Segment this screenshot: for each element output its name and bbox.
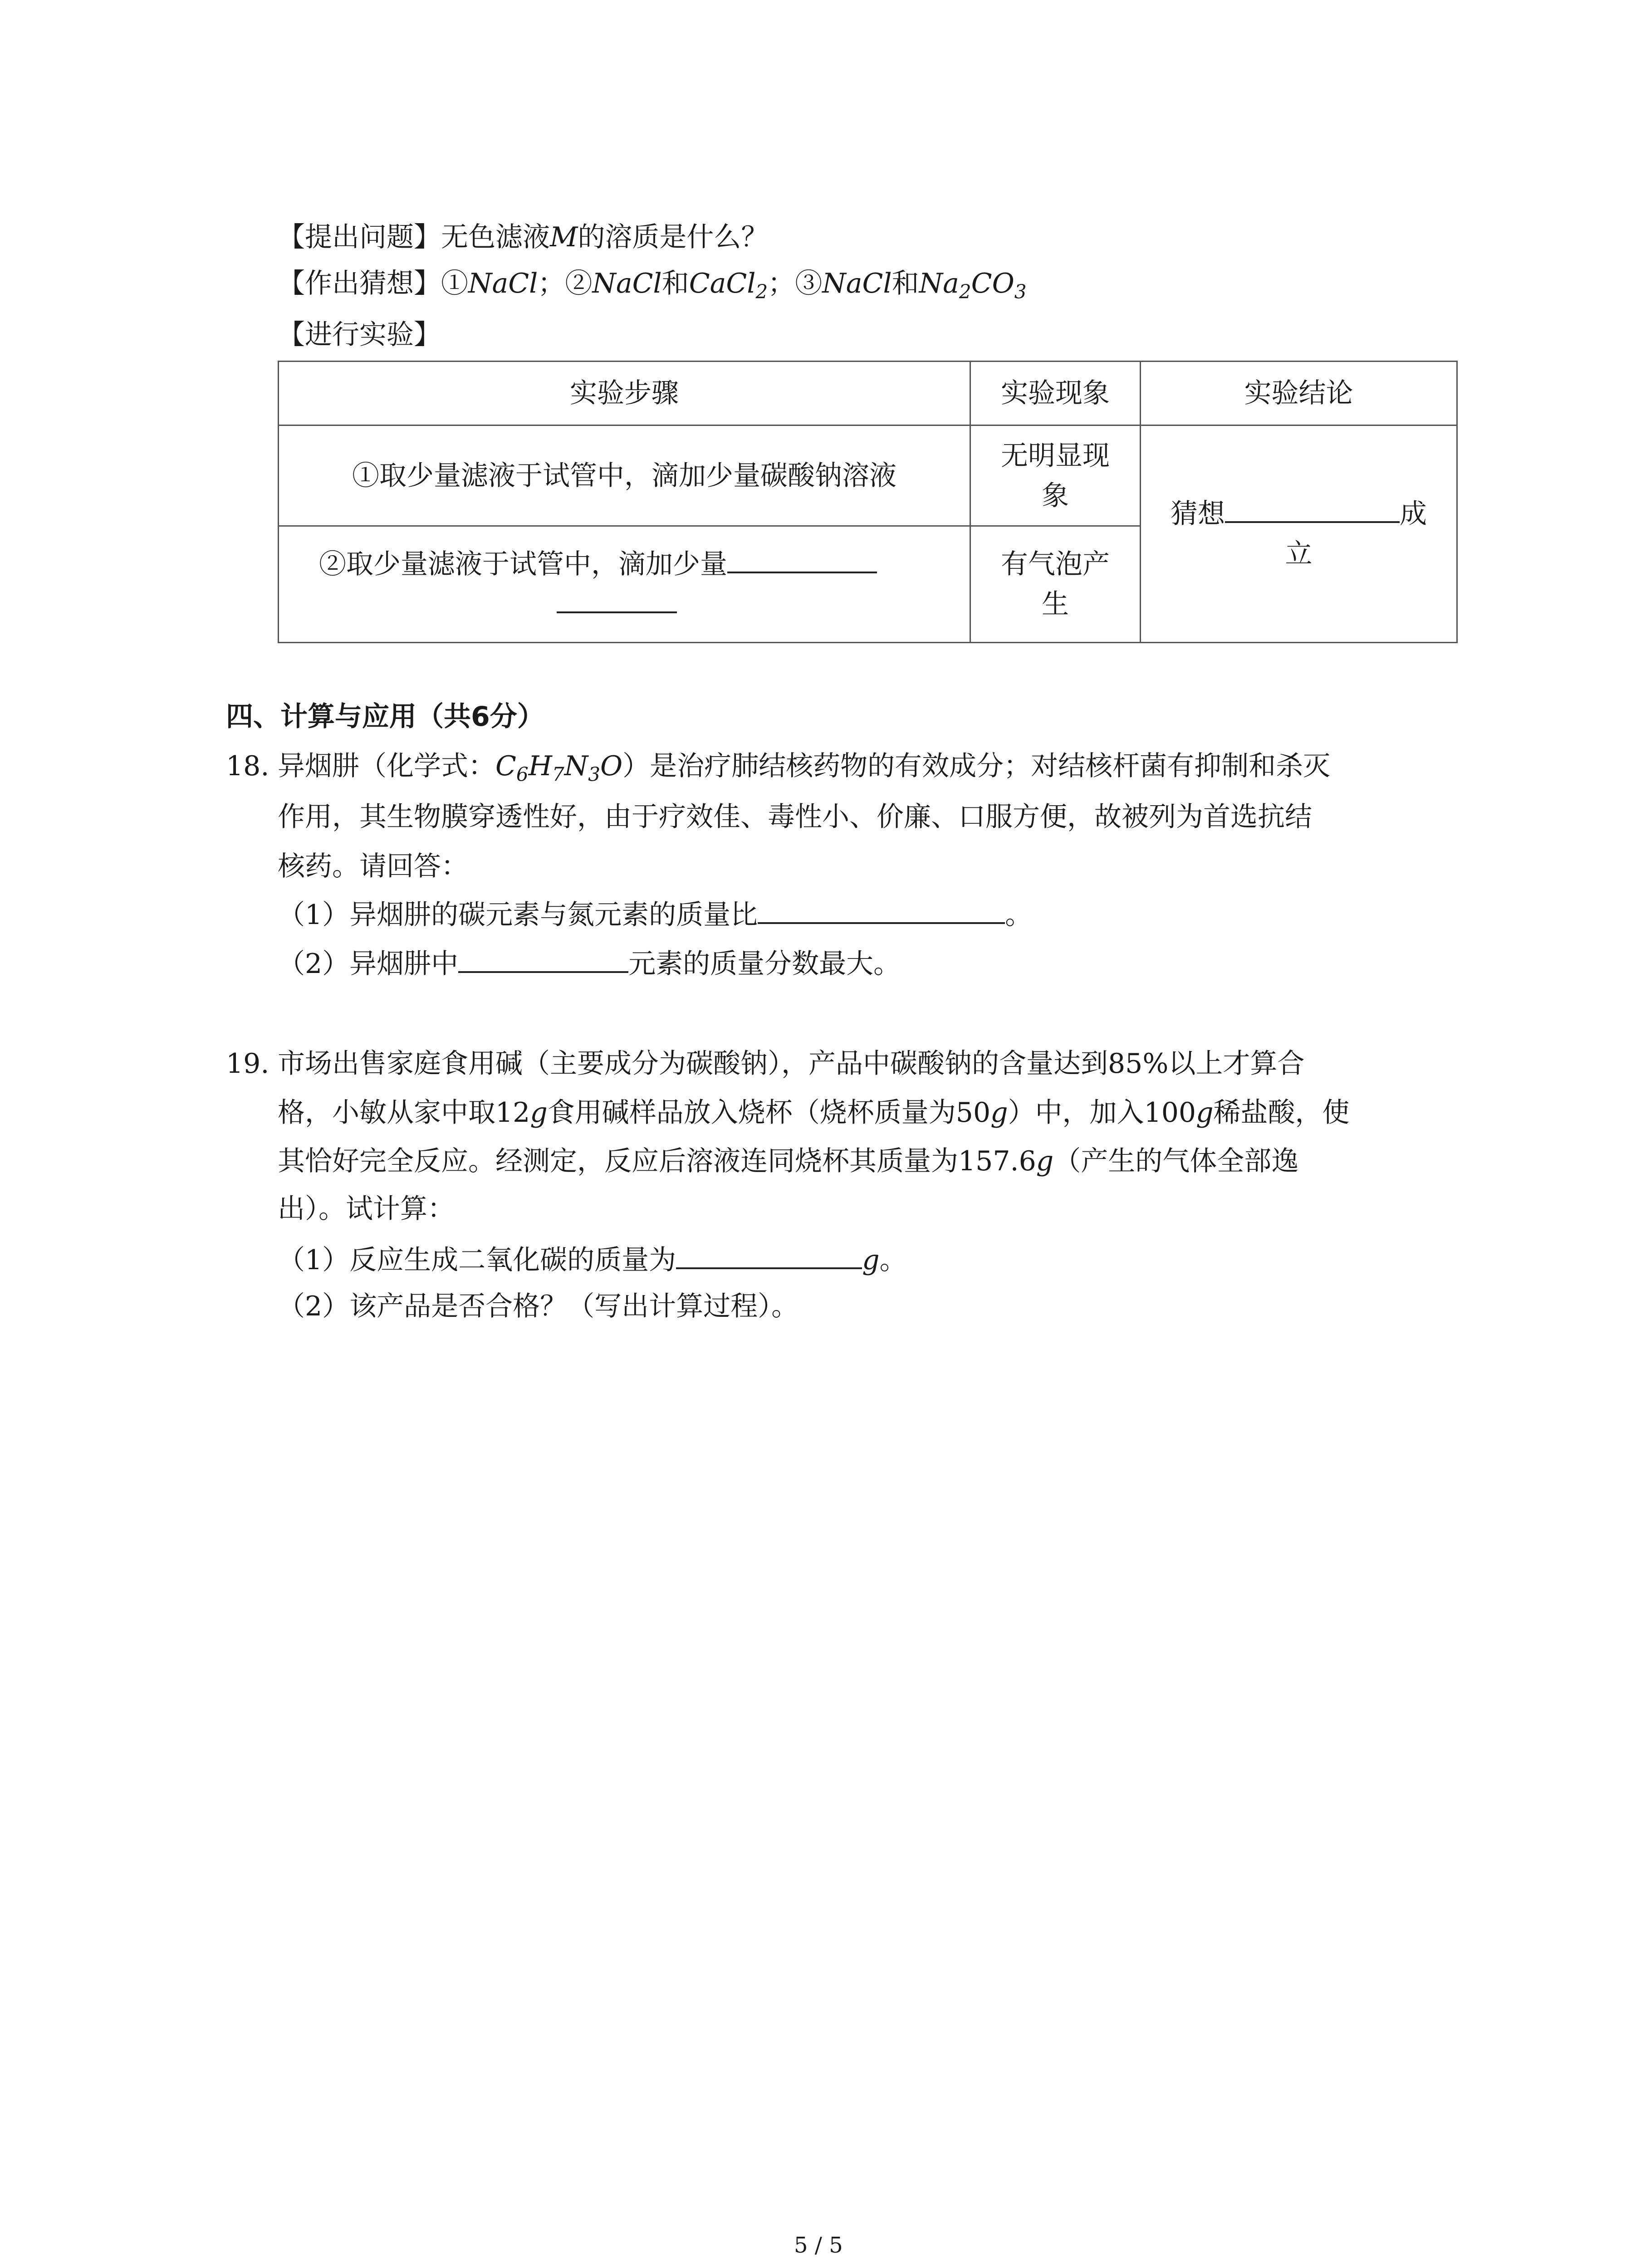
hypothesis-line: 【作出猜想】①NaCl；②NaCl和CaCl$_2$；③NaCl和$Na_2CO_3$ (278, 268, 1027, 303)
q19-line1: 市场出售家庭食用碱（主要成分为碳酸钠），产品中碳酸钠的含量达到85%以上才算合 (278, 1048, 1305, 1080)
q19-line2: 格，小敏从家中取12g食用碱样品放入烧杯（烧杯质量为50g）中，加入100g稀盐酸，使 (278, 1097, 1350, 1129)
reagent-blank-cont[interactable] (557, 584, 677, 613)
q19-part1: （1）反应生成二氧化碳的质量为 g。 (278, 1240, 907, 1281)
conclusion-cell: 猜想 成 立 (1141, 425, 1457, 643)
q18-line2: 作用，其生物膜穿透性好，由于疗效佳、毒性小、价廉、口服方便，故被列为首选抗结 (278, 801, 1312, 833)
row2-step: ②取少量滤液于试管中，滴加少量 (279, 526, 970, 643)
experiment-label: 【进行实验】 (278, 319, 441, 351)
ask-question-line: 【提出问题】无色滤液M的溶质是什么？ (278, 221, 769, 253)
row2-observation: 有气泡产 生 (970, 526, 1141, 643)
q19-part2: （2）该产品是否合格？（写出计算过程）。 (278, 1290, 799, 1322)
mass-ratio-blank[interactable] (758, 895, 1005, 924)
q19-line4: 出）。试计算： (278, 1193, 455, 1225)
element-blank[interactable] (458, 944, 628, 973)
co2-mass-blank[interactable] (676, 1240, 862, 1269)
section-title: 四、计算与应用（共6分） (226, 701, 544, 733)
q18-part1: （1）异烟肼的碳元素与氮元素的质量比 。 (278, 894, 1032, 935)
conclusion-blank[interactable] (1225, 494, 1400, 523)
q18-number: 18. (226, 750, 269, 782)
header-observation: 实验现象 (970, 362, 1141, 425)
experiment-table (278, 361, 1458, 643)
q19-line3: 其恰好完全反应。经测定，反应后溶液连同烧杯其质量为157.6g（产生的气体全部逸 (278, 1145, 1299, 1177)
q19-number: 19. (226, 1048, 269, 1080)
row1-step: ①取少量滤液于试管中，滴加少量碳酸钠溶液 (279, 425, 970, 526)
page-number: 5 / 5 (794, 2233, 843, 2258)
q18-part2: （2）异烟肼中 元素的质量分数最大。 (278, 943, 901, 984)
header-step: 实验步骤 (279, 362, 970, 425)
row1-observation: 无明显现 象 (970, 425, 1141, 526)
q18-line1: 异烟肼（化学式：$C_6H_7N_3O$）是治疗肺结核药物的有效成分；对结核杆菌有抑制和杀灭 (278, 750, 1331, 786)
reagent-blank[interactable] (727, 544, 877, 573)
header-conclusion: 实验结论 (1141, 362, 1457, 425)
q18-line3: 核药。请回答： (278, 850, 468, 882)
